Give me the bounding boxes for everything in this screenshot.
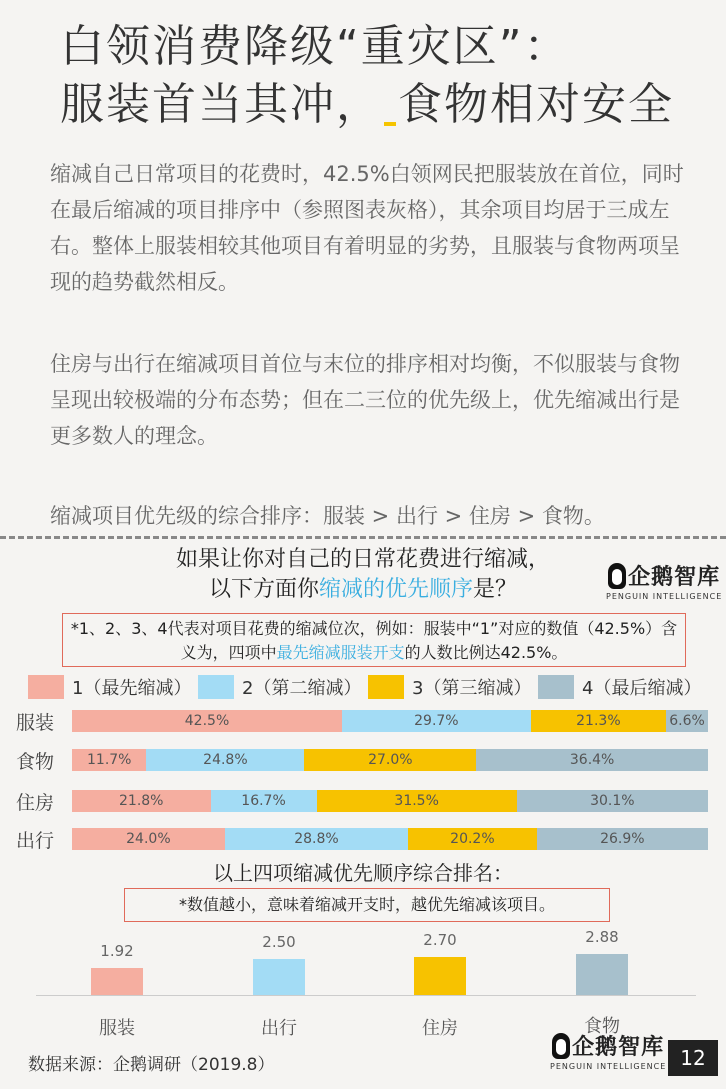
legend-item xyxy=(28,674,191,700)
bar-segment: 24.8% xyxy=(146,749,304,771)
note-pre: *1、2、3、4代表对项目花费的缩减位次，例如：服装中“1”对应的数值（42.5%）含义为，四项中 xyxy=(70,619,678,662)
bar-segment: 21.3% xyxy=(531,710,666,732)
bar-segment: 29.7% xyxy=(342,710,531,732)
ranking-bar xyxy=(414,957,466,995)
bar-segment: 11.7% xyxy=(72,749,146,771)
bar-segment: 21.8% xyxy=(72,790,211,812)
page-number: 12 xyxy=(668,1040,718,1076)
ranking-bar xyxy=(576,954,628,995)
bar-segment: 6.6% xyxy=(666,710,708,732)
bar-category-label: 食物 xyxy=(16,751,55,773)
ranking-value-label: 2.50 xyxy=(262,933,296,952)
chart-title-line-1: 如果让你对自己的日常花费进行缩减， xyxy=(175,547,550,572)
ranking-category-label: 出行 xyxy=(261,1018,297,1039)
ranking-bar xyxy=(253,959,305,995)
bar-category-label: 住房 xyxy=(16,792,55,814)
logo-subtext: PENGUIN INTELLIGENCE xyxy=(606,592,723,601)
paragraph-1: 缩减自己日常项目的花费时，42.5%白领网民把服装放在首位，同时在最后缩减的项目排序中（参照图表灰格），其余项目均居于三成左右。整体上服装相较其他项目有着明显的劣势，且服装与食物两项呈现的趋势截然相反。 xyxy=(50,162,684,294)
logo-text: 企鹅智库 xyxy=(628,565,721,590)
title-line-2b: 食物相对安全 xyxy=(398,79,674,130)
stacked-bar-row xyxy=(72,790,708,812)
legend-swatch xyxy=(28,675,64,699)
ranking-note: *数值越小，意味着缩减开支时，越优先缩减该项目。 xyxy=(124,888,610,922)
ranking-category-label: 住房 xyxy=(422,1018,458,1039)
ranking-value-label: 1.92 xyxy=(100,941,134,960)
bar-segment: 42.5% xyxy=(72,710,342,732)
legend-item xyxy=(368,674,531,700)
legend-swatch xyxy=(368,675,404,699)
legend-item xyxy=(538,674,701,700)
penguin-intelligence-logo-footer xyxy=(550,1030,666,1071)
dashed-divider xyxy=(0,536,726,539)
bar-segment: 31.5% xyxy=(317,790,517,812)
chart-title-highlight: 缩减的优先顺序 xyxy=(318,577,473,602)
bar-category-label: 出行 xyxy=(16,830,55,852)
penguin-intelligence-logo xyxy=(606,560,722,601)
title-line-2a: 服装首当其冲， xyxy=(60,79,382,130)
ranking-title: 以上四项缩减优先顺序综合排名： xyxy=(213,861,513,885)
legend-label: 1（最先缩减） xyxy=(72,678,192,699)
logo-subtext: PENGUIN INTELLIGENCE xyxy=(550,1062,667,1071)
bar-segment: 26.9% xyxy=(537,828,708,850)
logo-text: 企鹅智库 xyxy=(572,1035,665,1060)
chart-legend xyxy=(28,674,718,700)
ranking-value-label: 2.70 xyxy=(423,930,457,949)
ranking-bar xyxy=(91,968,143,995)
paragraph-3: 缩减项目优先级的综合排序：服装 > 出行 > 住房 > 食物。 xyxy=(50,504,605,528)
note-highlight: 最先缩减服装开支 xyxy=(276,643,405,662)
ranking-category-label: 食物 xyxy=(584,1016,620,1037)
legend-label: 3（第三缩减） xyxy=(412,678,532,699)
ranking-axis-line xyxy=(36,995,696,996)
note-post: 的人数比例达42.5%。 xyxy=(404,643,568,662)
chart-title-post: 是？ xyxy=(473,577,518,602)
bar-segment: 28.8% xyxy=(225,828,408,850)
bar-segment: 36.4% xyxy=(476,749,708,771)
ranking-category-label: 服装 xyxy=(99,1018,135,1039)
chart-title-pre: 以下方面你 xyxy=(208,577,319,602)
bar-segment: 27.0% xyxy=(304,749,476,771)
bar-category-label: 服装 xyxy=(16,712,55,734)
paragraph-2: 住房与出行在缩减项目首位与末位的排序相对均衡，不似服装与食物呈现出较极端的分布态势；但在二三位的优先级上，优先缩减出行是更多数人的理念。 xyxy=(50,352,680,448)
page-title xyxy=(60,18,680,134)
penguin-icon xyxy=(552,1033,570,1059)
bar-segment: 16.7% xyxy=(211,790,317,812)
data-source: 数据来源：企鹅调研（2019.8） xyxy=(28,1055,275,1075)
legend-label: 4（最后缩减） xyxy=(582,678,702,699)
bar-segment: 20.2% xyxy=(408,828,537,850)
stacked-bar-row xyxy=(72,710,708,732)
title-line-2 xyxy=(60,76,680,134)
legend-swatch xyxy=(538,675,574,699)
legend-swatch xyxy=(198,675,234,699)
title-caret-mark xyxy=(384,122,396,126)
legend-label: 2（第二缩减） xyxy=(242,678,362,699)
penguin-icon xyxy=(608,563,626,589)
ranking-value-label: 2.88 xyxy=(585,928,619,946)
bar-segment: 30.1% xyxy=(517,790,708,812)
bar-segment: 24.0% xyxy=(72,828,225,850)
chart-note xyxy=(62,613,686,667)
title-line-1: 白领消费降级“重灾区”： xyxy=(60,21,570,72)
stacked-bar-row xyxy=(72,749,708,771)
legend-item xyxy=(198,674,361,700)
stacked-bar-row xyxy=(72,828,708,850)
